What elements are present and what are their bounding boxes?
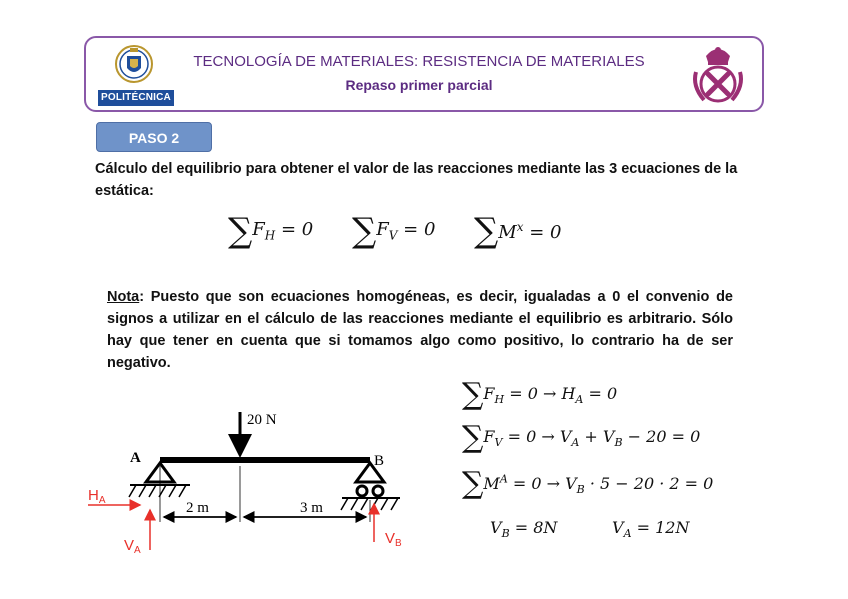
sum-icon: ∑ xyxy=(228,211,253,251)
dim-label-3m: 3 m xyxy=(300,500,323,516)
intro-text: Cálculo del equilibrio para obtener el valor de las reacciones mediante las 3 ecuaciones de la estática: xyxy=(95,161,738,199)
result-va: $V_A = 12N$ xyxy=(612,518,690,541)
page-subtitle: Repaso primer parcial xyxy=(345,77,493,93)
reaction-ha-label: $H_A$ xyxy=(88,487,106,506)
upm-label: POLITÉCNICA xyxy=(98,90,174,106)
result-eq-fh: $\sum F_H = 0 \to H_A = 0$ xyxy=(462,377,618,412)
point-b-label: B xyxy=(374,453,385,469)
sum-icon: ∑ xyxy=(352,211,377,251)
note-text: : Puesto que son ecuaciones homogéneas, es decir, igualadas a 0 el convenio de signos a utilizar en el cálculo de las reacciones mediante el equilibrio es arbitrario. Sólo hay que tener en cuenta que si tomamos algo como positivo, lo contrario ha de ser negativo. xyxy=(107,289,733,371)
reaction-va-label: $V_A$ xyxy=(124,537,141,556)
upm-crest-icon xyxy=(114,42,154,88)
note-label: Nota xyxy=(107,289,140,305)
load-label: 20 N xyxy=(247,412,277,428)
step-badge: PASO 2 xyxy=(96,122,212,152)
sum-icon: ∑ xyxy=(474,211,499,251)
beam-diagram xyxy=(80,400,420,570)
result-eq-fv: $\sum F_V = 0 \to V_A + V_B - 20 = 0$ xyxy=(462,420,701,455)
equation-sum-mx: $\sum M^x = 0$ xyxy=(474,211,562,251)
result-eq-ma: $\sum M^A = 0 \to V_B \cdot 5 - 20 \cdot 2 = 0$ xyxy=(462,466,714,501)
point-a-label: A xyxy=(130,450,141,466)
equation-sum-fh: $\sum F_H = 0$ xyxy=(228,211,314,251)
mining-crest-icon xyxy=(688,42,748,108)
sum-icon: ∑ xyxy=(462,377,484,412)
dim-label-2m: 2 m xyxy=(186,500,209,516)
equation-sum-fv: $\sum F_V = 0$ xyxy=(352,211,436,251)
sum-icon: ∑ xyxy=(462,466,484,501)
upm-logo xyxy=(96,42,174,108)
page-title: TECNOLOGÍA DE MATERIALES: RESISTENCIA DE MATERIALES xyxy=(193,53,645,70)
reaction-vb-label: $V_B$ xyxy=(385,530,402,549)
beam xyxy=(160,457,370,463)
sum-icon: ∑ xyxy=(462,420,484,455)
result-vb: $V_B = 8N$ xyxy=(490,518,558,541)
slide-header xyxy=(84,36,764,112)
note-paragraph xyxy=(107,286,733,374)
